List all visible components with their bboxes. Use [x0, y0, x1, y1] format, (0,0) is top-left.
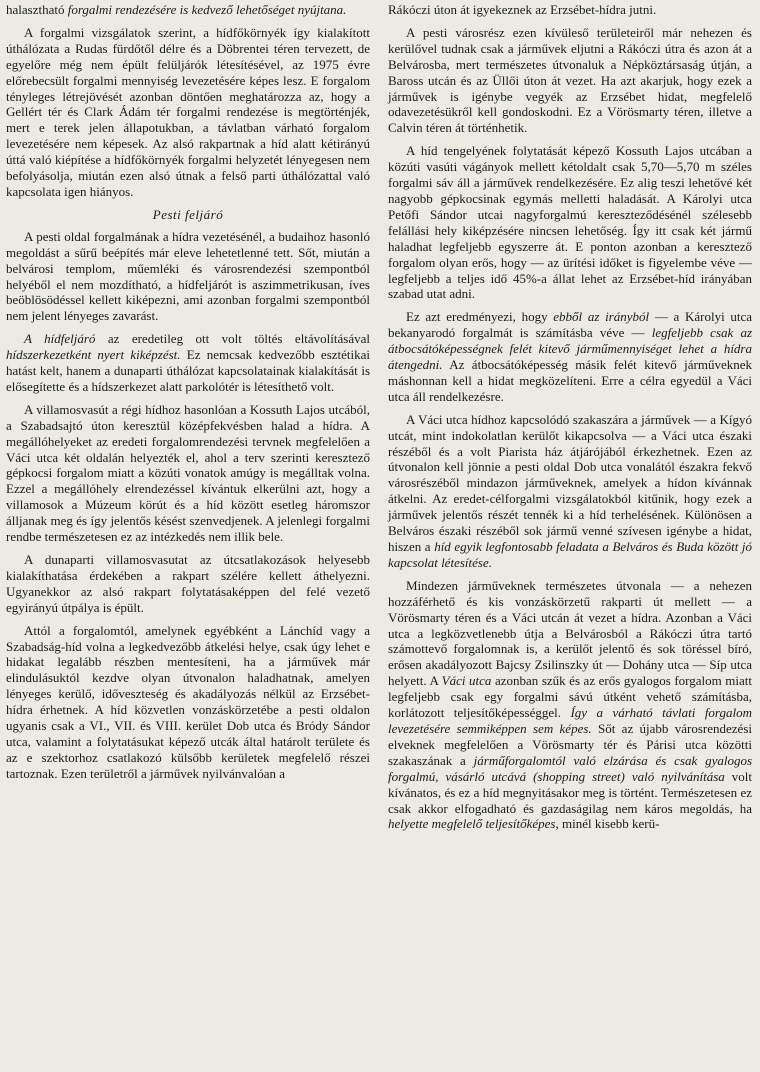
italic-text: forgalmi rendezésére is kedvező lehetőséget nyújtana.	[67, 2, 347, 17]
paragraph: A pesti oldal forgalmának a hídra vezetésénél, a budaihoz hasonló megoldást a sűrű beépítés már eleve lehetetlenné tett. Sőt, miután a belvárosi templom, műemléki és városrendezési szempontból helyéből el nem mozdítható, a hídfeljárót is aszimmetrikusan, íves beöblösödéssel kellett kiképezni, ami azonban forgalmi szempontból nem jelent lényeges zavarást.	[6, 228, 370, 324]
paragraph: A híd tengelyének folytatását képező Kossuth Lajos utcában a közúti vasúti vágányok mellett kétoldalt csak 5,70—5,70 m széles forgalmi sáv áll a járművek rendelkezésére. Ez alig teszi lehetővé két nagyobb gépkocsinak egymás melletti haladását. A Károlyi utca Petőfi Sándor utcai nagyforgalmú kereszteződésénél szélesebb felállási hely kiképzésére nincsen lehetőség. Így itt csak két jármű haladhat legfeljebb egyszerre át. E ponton azonban a keresztező forgalom olyan erős, hogy — az ürítési időket is figyelembe véve — legfeljebb a teljes idő 45%-a állat lehet az Erzsébet-híd irányában szabad utat adni.	[388, 143, 752, 302]
text-run: Az átbocsátóképesség másik felét kitevő járműveknek máshonnan kell a hidat megközelíteni. Erre a célra egyedül a Váci utca áll rendelkezésre.	[388, 357, 752, 404]
italic-text: járműforgalomtól való elzárása és csak gyalogos forgalmú, vásárló utcává (shopping street) való nyilvánítása	[388, 752, 753, 784]
italic-text: híd egyik legfontosabb feladata a Belváros és Buda között jó kapcsolat létesítése.	[388, 539, 753, 570]
italic-text: hídszerkezetként nyert kiképzést.	[6, 347, 181, 363]
text-run: Sőt az újabb városrendezési elveknek megfelelően a Vörösmarty tér és Párisi utca közötti szakaszának a	[388, 720, 752, 768]
section-heading: Pesti feljáró	[152, 206, 224, 222]
italic-text: Váci utca	[441, 673, 492, 689]
text-run: volt kívánatos, és ez a híd megnyitásakor meg is történt. Természetesen ez csak akkor elfogadható és gazdaságilag nem káros megoldás, ha	[388, 768, 753, 816]
paragraph: Rákóczi úton át igyekeznek az Erzsébet-hídra jutni.	[388, 2, 657, 17]
paragraph	[388, 578, 752, 833]
paragraph	[388, 412, 752, 571]
paragraph: Attól a forgalomtól, amelynek egyébként a Lánchíd vagy a Szabadság-híd volna a legkedvezőbb átkelési helye, csak úgy lehet e hidakat legalább részben mentesíteni, ha a járművek már elindulásuktól kezdve olyan útvonalon haladhatnak, amelyen lényeges kerülő, időveszteség és akadályozás nélkül az Erzsébet-hídra érhetnek. A híd közvetlen vonzáskörzetébe a pesti oldalon ugyanis csak a VI., VII. és VIII. kerület Dob utca és Bródy Sándor utca, valamint a folytatásukat képező utcák által határolt területe és az e szektorhoz csatlakozó külsőbb kerületek megfelelő részei tartoznak. Ezen területről a járművek nyilvánvalóan a	[6, 622, 370, 781]
right-column	[388, 2, 752, 839]
italic-text: ebből az irányból	[553, 309, 650, 325]
text-run: A Váci utca hídhoz kapcsolódó szakaszára a járművek — a Kígyó utcát, mint indokolatlan kerülőt kikapcsolva — a Váci utca északi részéből és a volt Piarista ház átjárójából érkezhetnek. Ezen az útvonalon kell jönnie a pesti oldal Dob utca vonalától északra fekvő városrészéből mindazon járműveknek, amelyek a hídon kívánnak átkelni. Az eredet-célforgalmi vizsgálatokból kitűnik, hogy ezek a járművek jelentős részét tennék ki a híd terhelésének. Különösen a Belváros északi részéből sok jármű venné szívesen igénybe a hidat, hiszen a	[388, 411, 752, 554]
paragraph: A pesti városrész ezen kívüleső területeiről már nehezen és kerülővel tudnak csak a járművek eljutni a Rákóczi útra és azon át a Belvárosba, mert természetes útvonaluk a Népköztársaság útján, a Baross utcán és az Üllői úton át vezet. Ha azt akarjuk, hogy ezek a járművek is igénybe vegyék az Erzsébet hidat, megfelelő odavezetésükről kell gondoskodni. Ez a Vörösmarty téren, illetve a Calvin téren át történhetik.	[388, 24, 752, 136]
italic-text: helyette megfelelő teljesítőképes,	[388, 816, 559, 832]
text-run: Ez azt eredményezi, hogy	[406, 309, 548, 325]
text-run: — a Károlyi utca bekanyarodó forgalmát is számításba véve —	[388, 309, 753, 341]
paragraph: A villamosvasút a régi hídhoz hasonlóan a Kossuth Lajos utcából, a Szabadsajtó úton keresztül középfekvésben halad a hídra. A megállóhelyeket az eredeti forgalomrendezési tervnek megfelelően a Váci utca két oldalán helyezték el, ahol a terv szerinti keresztező gépkocsi forgalom miatt a közúti vonatok amúgy is megálltak volna. Ezzel a megállóhely elrendezéssel kívántuk elkerülni azt, hogy a villamosok a Múzeum körút és a híd között esetleg háromszor álljanak meg és így jelentős késést szenvedjenek. A jelenlegi forgalmi rendbe természetesen ez az intézkedés nem illik bele.	[6, 401, 370, 545]
text-run: az eredetileg ott volt töltés eltávolításával	[107, 331, 371, 347]
text-run: halasztható	[6, 2, 65, 17]
italic-text: Így a várható távlati forgalom levezetésére semmiképpen sem képes.	[388, 705, 753, 736]
paragraph	[6, 2, 370, 18]
paragraph: A dunaparti villamosvasutat az útcsatlakozások helyesebb kialakíthatása érdekében a rakpart szélére kellett áthelyezni. Ugyanekkor az alsó rakpart folytatásaképpen del felé vezető egyirányú útpálya is épült.	[6, 552, 370, 615]
paragraph	[388, 309, 752, 404]
paragraph	[6, 331, 370, 395]
italic-text: A hídfeljáró	[24, 331, 96, 347]
italic-text: legfeljebb csak az átbocsátóképességnek felét kitevő járműmennyiséget lehet a hídra átengedni.	[388, 325, 753, 373]
text-run: azonban szűk és az erős gyalogos forgalom miatt legfeljebb csak egy forgalmi sávú útként vehető számításba, korlátozott teljesítőképességgel.	[388, 673, 752, 721]
left-column	[6, 2, 370, 789]
text-run: minél kisebb kerü-	[561, 816, 660, 832]
paragraph: A forgalmi vizsgálatok szerint, a hídfőkörnyék így kialakított úthálózata a Rudas fürdőtől délre és a Döbrentei téren tervezett, de egyelőre még nem épült felüljárók létesítésével, az 1975 évre előrebecsült forgalmi mennyiség levezetésére képes lesz. E forgalom tényleges létrejövését azonban döntően meghatározza az, hogy a Gellért tér és Clark Ádám tér forgalmi rendezése is megtörténjék, mert e terek jelen állapotukban, a távlatban várható forgalom levezetésére nem képesek. Az alsó rakpartnak a híd alatt kétirányú úttá való kiépítése a hídfőkörnyék forgalmi helyzetét lényegesen nem befolyásolja, miután ezen alsó útnak a felső parti úthálózattal való kapcsolata igen hiányos.	[6, 24, 370, 199]
text-run: Mindezen járműveknek természetes útvonala — a nehezen hozzáférhető és kis vonzáskörzetű rakparti út mellett — a Vörösmarty téren és a Váci utcán át vezet a hídra. Azonban a Váci utca a legközvetlenebb útja a Belvárosból a Rákóczi útra tartó számottevő forgalomnak is, a kerülőt jelentő és sok töréssel bíró, erősen akadályozott Bajcsy Zsilinszky út — Dohány utca — Síp utca helyett. A	[388, 577, 752, 689]
text-run: Ez nemcsak kedvezőbb esztétikai hatást kelt, hanem a dunaparti úthálózat kapcsolatainak kialakítását is elősegítette és a hídszerkezet alatt parkolótér is létesíthető volt.	[6, 347, 371, 394]
